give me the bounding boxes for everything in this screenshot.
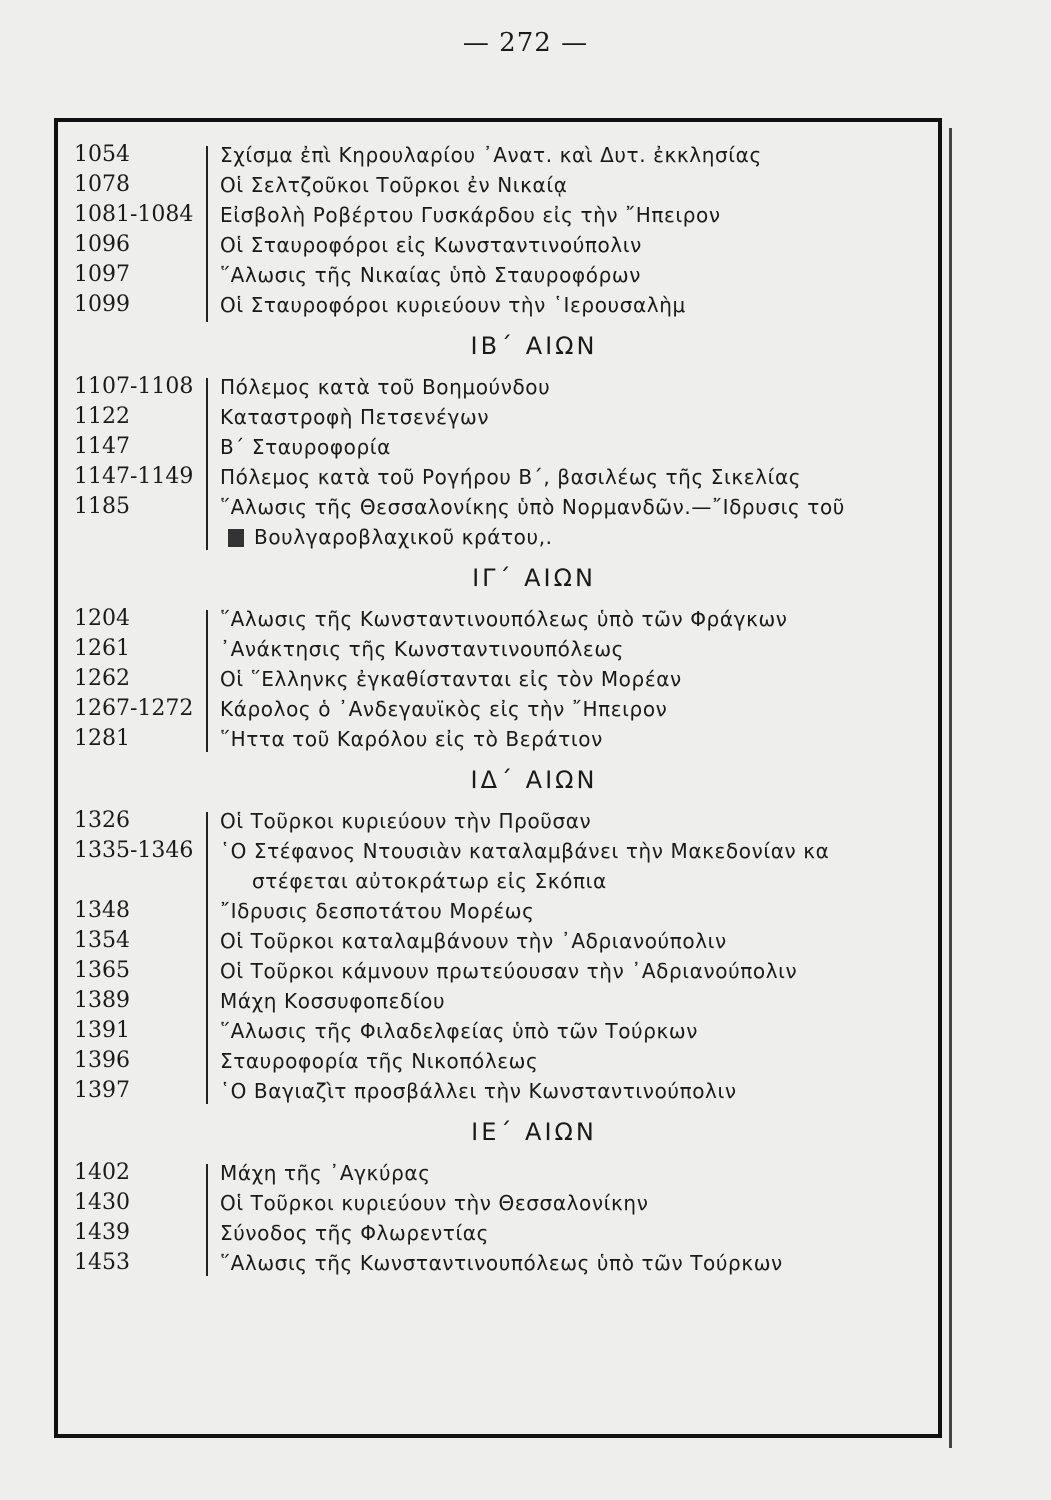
event: ῞Αλωσις τῆς Φιλαδελφείας ὑπὸ τῶν Τούρκων [220, 1019, 699, 1043]
year: 1326 [74, 808, 130, 833]
event: Εἰσβολὴ Ροβέρτου Γυσκάρδου εἰς τὴν ῎Ηπειρον [220, 203, 721, 227]
event: Οἱ Σταυροφόροι κυριεύουν τὴν ῾Ιερουσαλὴμ [220, 293, 686, 317]
year: 1348 [74, 898, 130, 923]
year: 1262 [74, 666, 130, 691]
event: ῎Ιδρυσις δεσποτάτου Μορέως [220, 899, 535, 923]
year: 1430 [74, 1190, 130, 1215]
year: 1147-1149 [74, 464, 194, 489]
year: 1391 [74, 1018, 130, 1043]
event: Οἱ Τοῦρκοι κυριεύουν τὴν Θεσσαλονίκην [220, 1191, 649, 1215]
table-row [74, 402, 934, 432]
table-row [74, 140, 934, 170]
event: Οἱ Σταυροφόροι εἰς Κωνσταντινούπολιν [220, 233, 642, 257]
event: Οἱ ῞Ελληνκς ἐγκαθίστανται εἰς τὸν Μορέαν [220, 667, 682, 691]
year: 1365 [74, 958, 130, 983]
year: 1078 [74, 172, 130, 197]
event-text: Βουλγαροβλαχικοῦ κράτου,. [254, 525, 553, 549]
event: Πόλεμος κατὰ τοῦ Βοημούνδου [220, 375, 551, 399]
table-row [74, 462, 934, 492]
chronology-table [74, 140, 934, 1278]
table-row [74, 1016, 934, 1046]
table-row [74, 1158, 934, 1188]
event: Πόλεμος κατὰ τοῦ Ρογήρου Β΄, βασιλέως τῆς Σικελίας [220, 465, 802, 489]
year: 1185 [74, 494, 130, 519]
table-row [74, 1218, 934, 1248]
event: Οἱ Τοῦρκοι κάμνουν πρωτεύουσαν τὴν ᾿Αδριανούπολιν [220, 959, 798, 983]
table-row [74, 260, 934, 290]
year: 1097 [74, 262, 130, 287]
table-row [74, 372, 934, 402]
event: ῾Ο Βαγιαζὶτ προσβάλλει τὴν Κωνσταντινούπολιν [220, 1079, 737, 1103]
event: ῞Ηττα τοῦ Καρόλου εἰς τὸ Βεράτιον [220, 727, 603, 751]
event-continuation [252, 522, 553, 552]
event: Μάχη τῆς ᾿Αγκύρας [220, 1161, 431, 1185]
table-row [74, 492, 934, 522]
table-row [74, 1046, 934, 1076]
section-11th-century [74, 140, 934, 320]
section-heading: ΙΕ΄ ΑΙΩΝ [471, 1118, 597, 1146]
year: 1335-1346 [74, 838, 194, 863]
year: 1281 [74, 726, 130, 751]
section-heading: ΙΔ΄ ΑΙΩΝ [470, 766, 598, 794]
section-15th-century [74, 1158, 934, 1278]
year: 1122 [74, 404, 130, 429]
table-row [74, 956, 934, 986]
table-row [74, 724, 934, 754]
event: Σχίσμα ἐπὶ Κηρουλαρίου ᾿Ανατ. καὶ Δυτ. ἐκκλησίας [220, 143, 762, 167]
section-heading: ΙΒ΄ ΑΙΩΝ [470, 332, 598, 360]
event: Οἱ Σελτζοῦκοι Τοῦρκοι ἐν Νικαίᾳ [220, 173, 568, 197]
year: 1147 [74, 434, 130, 459]
ink-blot-mark [228, 529, 244, 547]
year: 1099 [74, 292, 130, 317]
year: 1354 [74, 928, 130, 953]
event: ῞Αλωσις τῆς Νικαίας ὑπὸ Σταυροφόρων [220, 263, 641, 287]
event: ῾Ο Στέφανος Ντουσιὰν καταλαμβάνει τὴν Μακεδονίαν κα [220, 839, 830, 863]
section-heading: ΙΓ΄ ΑΙΩΝ [472, 564, 596, 592]
table-row [74, 986, 934, 1016]
event: ῞Αλωσις τῆς Κωνσταντινουπόλεως ὑπὸ τῶν Τούρκων [220, 1251, 783, 1275]
event: Μάχη Κοσσυφοπεδίου [220, 989, 446, 1013]
table-row [74, 1076, 934, 1106]
event: Σύνοδος τῆς Φλωρεντίας [220, 1221, 489, 1245]
table-row [74, 926, 934, 956]
table-row [74, 694, 934, 724]
year: 1267-1272 [74, 696, 194, 721]
table-row [74, 200, 934, 230]
event: Οἱ Τοῦρκοι κυριεύουν τὴν Προῦσαν [220, 809, 592, 833]
year: 1096 [74, 232, 130, 257]
year: 1261 [74, 636, 130, 661]
year: 1054 [74, 142, 130, 167]
event: Καταστροφὴ Πετσενέγων [220, 405, 490, 429]
year: 1107-1108 [74, 374, 194, 399]
table-row [74, 664, 934, 694]
table-row [74, 170, 934, 200]
table-row [74, 634, 934, 664]
table-row [74, 432, 934, 462]
event: Σταυροφορία τῆς Νικοπόλεως [220, 1049, 539, 1073]
table-row [74, 1248, 934, 1278]
section-12th-century [74, 372, 934, 552]
event: ῞Αλωσις τῆς Κωνσταντινουπόλεως ὑπὸ τῶν Φράγκων [220, 607, 788, 631]
table-row [74, 836, 934, 866]
event: ῞Αλωσις τῆς Θεσσαλονίκης ὑπὸ Νορμανδῶν.—῎Ιδρυσις τοῦ [220, 495, 845, 519]
event-continuation: στέφεται αὐτοκράτωρ εἰς Σκόπια [252, 869, 607, 893]
table-row [74, 230, 934, 260]
year: 1453 [74, 1250, 130, 1275]
event: Κάρολος ὁ ᾿Ανδεγαυϊκὸς εἰς τὴν ῎Ηπειρον [220, 697, 668, 721]
table-row [74, 604, 934, 634]
table-row [74, 806, 934, 836]
table-row [74, 896, 934, 926]
page-number: — 272 — [462, 28, 589, 58]
year: 1439 [74, 1220, 130, 1245]
table-row [74, 290, 934, 320]
event: Β΄ Σταυροφορία [220, 435, 391, 459]
year: 1402 [74, 1160, 130, 1185]
year: 1081-1084 [74, 202, 194, 227]
table-row [74, 522, 934, 552]
section-14th-century [74, 806, 934, 1106]
year: 1397 [74, 1078, 130, 1103]
year: 1396 [74, 1048, 130, 1073]
table-row [74, 1188, 934, 1218]
table-row [74, 866, 934, 896]
year: 1204 [74, 606, 130, 631]
year: 1389 [74, 988, 130, 1013]
section-13th-century [74, 604, 934, 754]
event: Οἱ Τοῦρκοι καταλαμβάνουν τὴν ᾿Αδριανούπολιν [220, 929, 727, 953]
event: ᾿Ανάκτησις τῆς Κωνσταντινουπόλεως [220, 637, 624, 661]
